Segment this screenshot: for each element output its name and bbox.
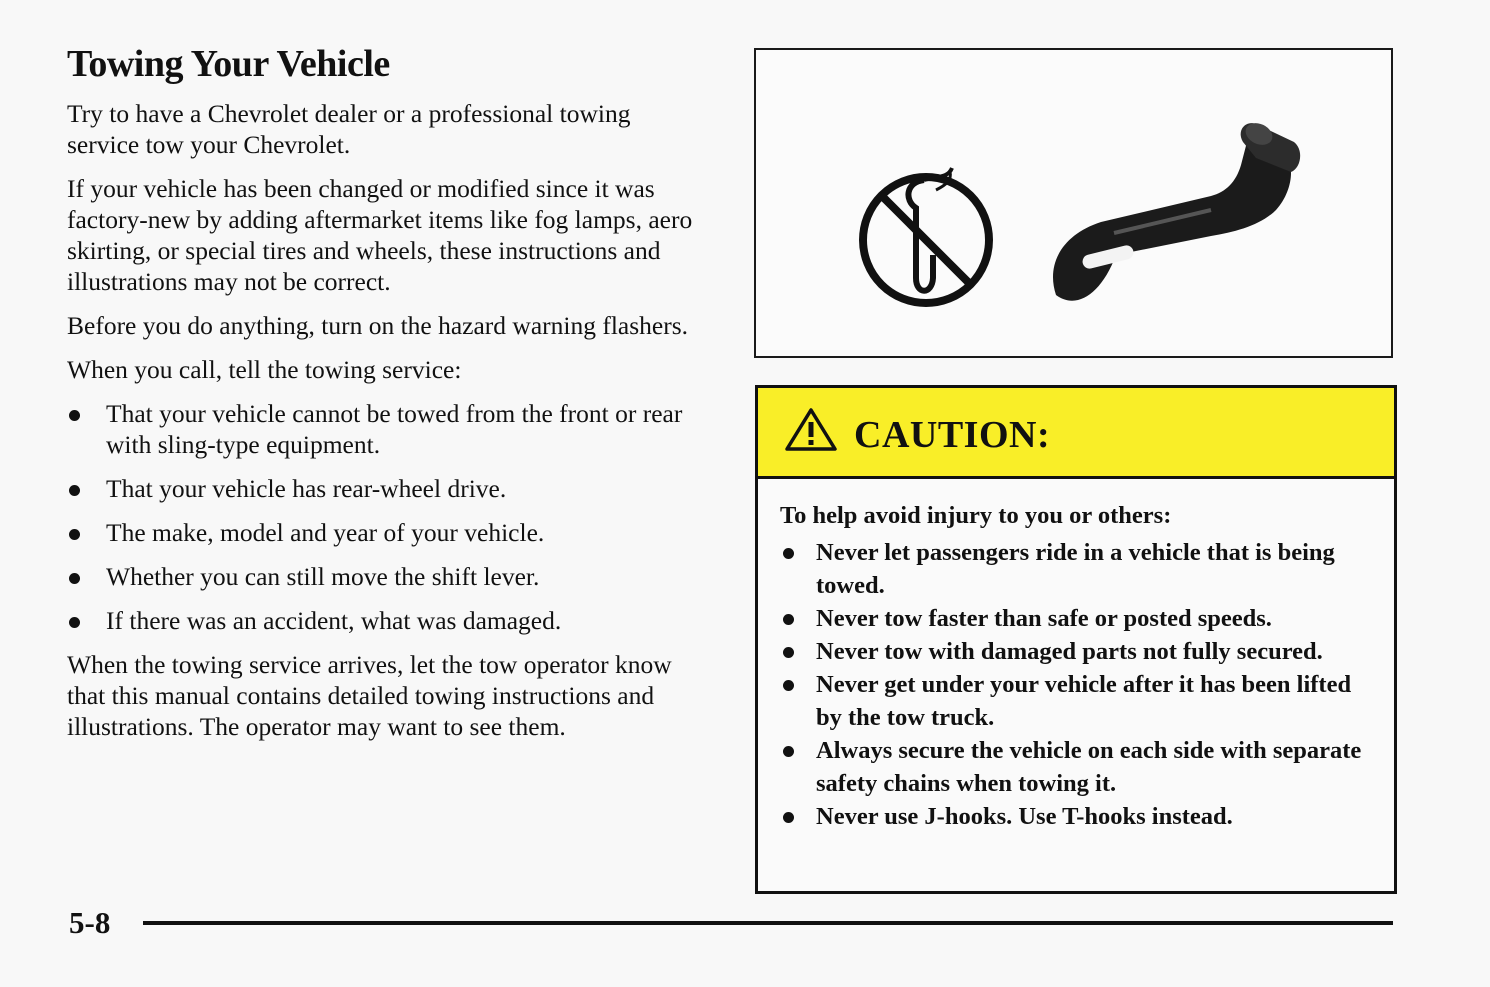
caution-box [755, 385, 1397, 894]
paragraph-hazard: Before you do anything, turn on the hazard warning flashers. [67, 311, 689, 340]
t-hook-icon [1053, 119, 1300, 301]
warning-triangle-icon [784, 406, 838, 452]
bullet-icon [783, 548, 794, 559]
list-item [780, 536, 1374, 602]
list-item-text: Never use J-hooks. Use T-hooks instead. [816, 803, 1233, 830]
caution-list [780, 536, 1374, 833]
list-item-text: If there was an accident, what was damaged. [106, 606, 562, 635]
list-item [67, 473, 697, 504]
caution-header [758, 388, 1394, 479]
bullet-icon [783, 614, 794, 625]
bullet-icon [69, 529, 80, 540]
list-item [780, 734, 1374, 800]
caution-body [758, 479, 1394, 833]
bullet-icon [69, 617, 80, 628]
list-item-text: Never get under your vehicle after it has been lifted by the tow truck. [816, 671, 1352, 731]
paragraph-dealer: Try to have a Chevrolet dealer or a professional towing service tow your Chevrolet. [67, 99, 631, 159]
list-item [67, 605, 697, 636]
bullet-icon [783, 746, 794, 757]
paragraph-modified: If your vehicle has been changed or modified since it was factory-new by adding aftermarket items like fog lamps, aero skirting, or special tires and wheels, these instructions and illustrations may not be correct. [67, 174, 693, 296]
list-item-text: Never let passengers ride in a vehicle that is being towed. [816, 539, 1335, 599]
list-item-text: That your vehicle cannot be towed from the front or rear with sling-type equipment. [106, 399, 683, 459]
hook-illustration [754, 48, 1393, 358]
bullet-icon [783, 812, 794, 823]
list-item [780, 800, 1374, 833]
list-item-text: That your vehicle has rear-wheel drive. [106, 474, 507, 503]
paragraph-when-call: When you call, tell the towing service: [67, 355, 462, 384]
bullet-icon [69, 573, 80, 584]
list-item-text: Always secure the vehicle on each side with separate safety chains when towing it. [816, 737, 1362, 797]
hook-illustration-svg [756, 50, 1391, 356]
page-number: 5-8 [69, 905, 111, 940]
footer-divider [143, 921, 1393, 925]
page-title: Towing Your Vehicle [67, 43, 390, 85]
caution-intro: To help avoid injury to you or others: [780, 502, 1172, 529]
caution-title: CAUTION: [854, 414, 1051, 456]
towing-service-list [67, 398, 697, 636]
bullet-icon [69, 485, 80, 496]
main-text-column [67, 40, 697, 755]
list-item [780, 602, 1374, 635]
list-item [780, 668, 1374, 734]
list-item [67, 517, 697, 548]
bullet-icon [783, 647, 794, 658]
no-j-hook-icon [863, 168, 989, 303]
list-item [67, 561, 697, 592]
list-item-text: Whether you can still move the shift lever. [106, 562, 540, 591]
list-item [67, 398, 697, 460]
bullet-icon [69, 410, 80, 421]
paragraph-arrival: When the towing service arrives, let the tow operator know that this manual contains detailed towing instructions and illustrations. The operator may want to see them. [67, 650, 672, 741]
list-item-text: Never tow faster than safe or posted speeds. [816, 605, 1272, 632]
list-item [780, 635, 1374, 668]
list-item-text: Never tow with damaged parts not fully secured. [816, 638, 1323, 665]
list-item-text: The make, model and year of your vehicle. [106, 518, 545, 547]
bullet-icon [783, 680, 794, 691]
